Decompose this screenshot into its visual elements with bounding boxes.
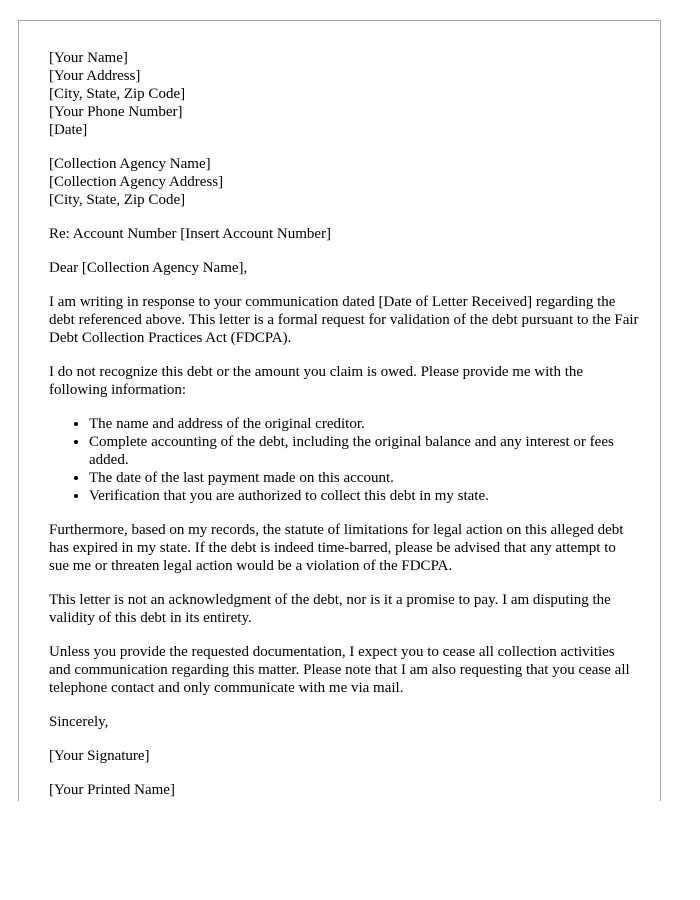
printed-name: [Your Printed Name] [49, 782, 175, 798]
paragraph-cease: Unless you provide the requested documentation, I expect you to cease all collection activities and communication regarding this matter. Please note that I am also requesting that you cease all telephone contact and only communicate with me via mail. [49, 644, 630, 696]
requested-information-list [49, 415, 639, 505]
recipient-city-state-zip: [City, State, Zip Code] [49, 192, 186, 208]
salutation: Dear [Collection Agency Name], [49, 260, 248, 276]
paragraph-statute: Furthermore, based on my records, the statute of limitations for legal action on this alleged debt has expired in my state. If the debt is indeed time-barred, please be advised that any attempt to sue me or threaten legal action would be a violation of the FDCPA. [49, 522, 624, 574]
sender-address: [Your Address] [49, 68, 141, 84]
sign-off: Sincerely, [49, 714, 109, 730]
list-item: • The name and address of the original creditor. [89, 415, 639, 433]
sender-city-state-zip: [City, State, Zip Code] [49, 86, 186, 102]
recipient-name: [Collection Agency Name] [49, 156, 211, 172]
subject-line: Re: Account Number [Insert Account Number] [49, 226, 332, 242]
sender-address-block [49, 49, 639, 139]
list-item: • The date of the last payment made on this account. [89, 469, 639, 487]
sender-name: [Your Name] [49, 50, 128, 66]
sender-phone: [Your Phone Number] [49, 104, 183, 120]
paragraph-intro: I am writing in response to your communication dated [Date of Letter Received] regarding the debt referenced above. This letter is a formal request for validation of the debt pursuant to the Fair Debt Collection Practices Act (FDCPA). [49, 294, 639, 346]
list-item: • Verification that you are authorized to collect this debt in my state. [89, 487, 639, 505]
recipient-address-block [49, 155, 639, 209]
paragraph-dispute: This letter is not an acknowledgment of the debt, nor is it a promise to pay. I am disputing the validity of this debt in its entirety. [49, 592, 611, 626]
paragraph-request: I do not recognize this debt or the amount you claim is owed. Please provide me with the following information: [49, 364, 584, 398]
signature: [Your Signature] [49, 748, 150, 764]
list-item: • Complete accounting of the debt, including the original balance and any interest or fees added. [89, 433, 639, 469]
letter-date: [Date] [49, 122, 88, 138]
letter-content [49, 49, 639, 799]
recipient-address: [Collection Agency Address] [49, 174, 224, 190]
letter-page [18, 20, 661, 801]
